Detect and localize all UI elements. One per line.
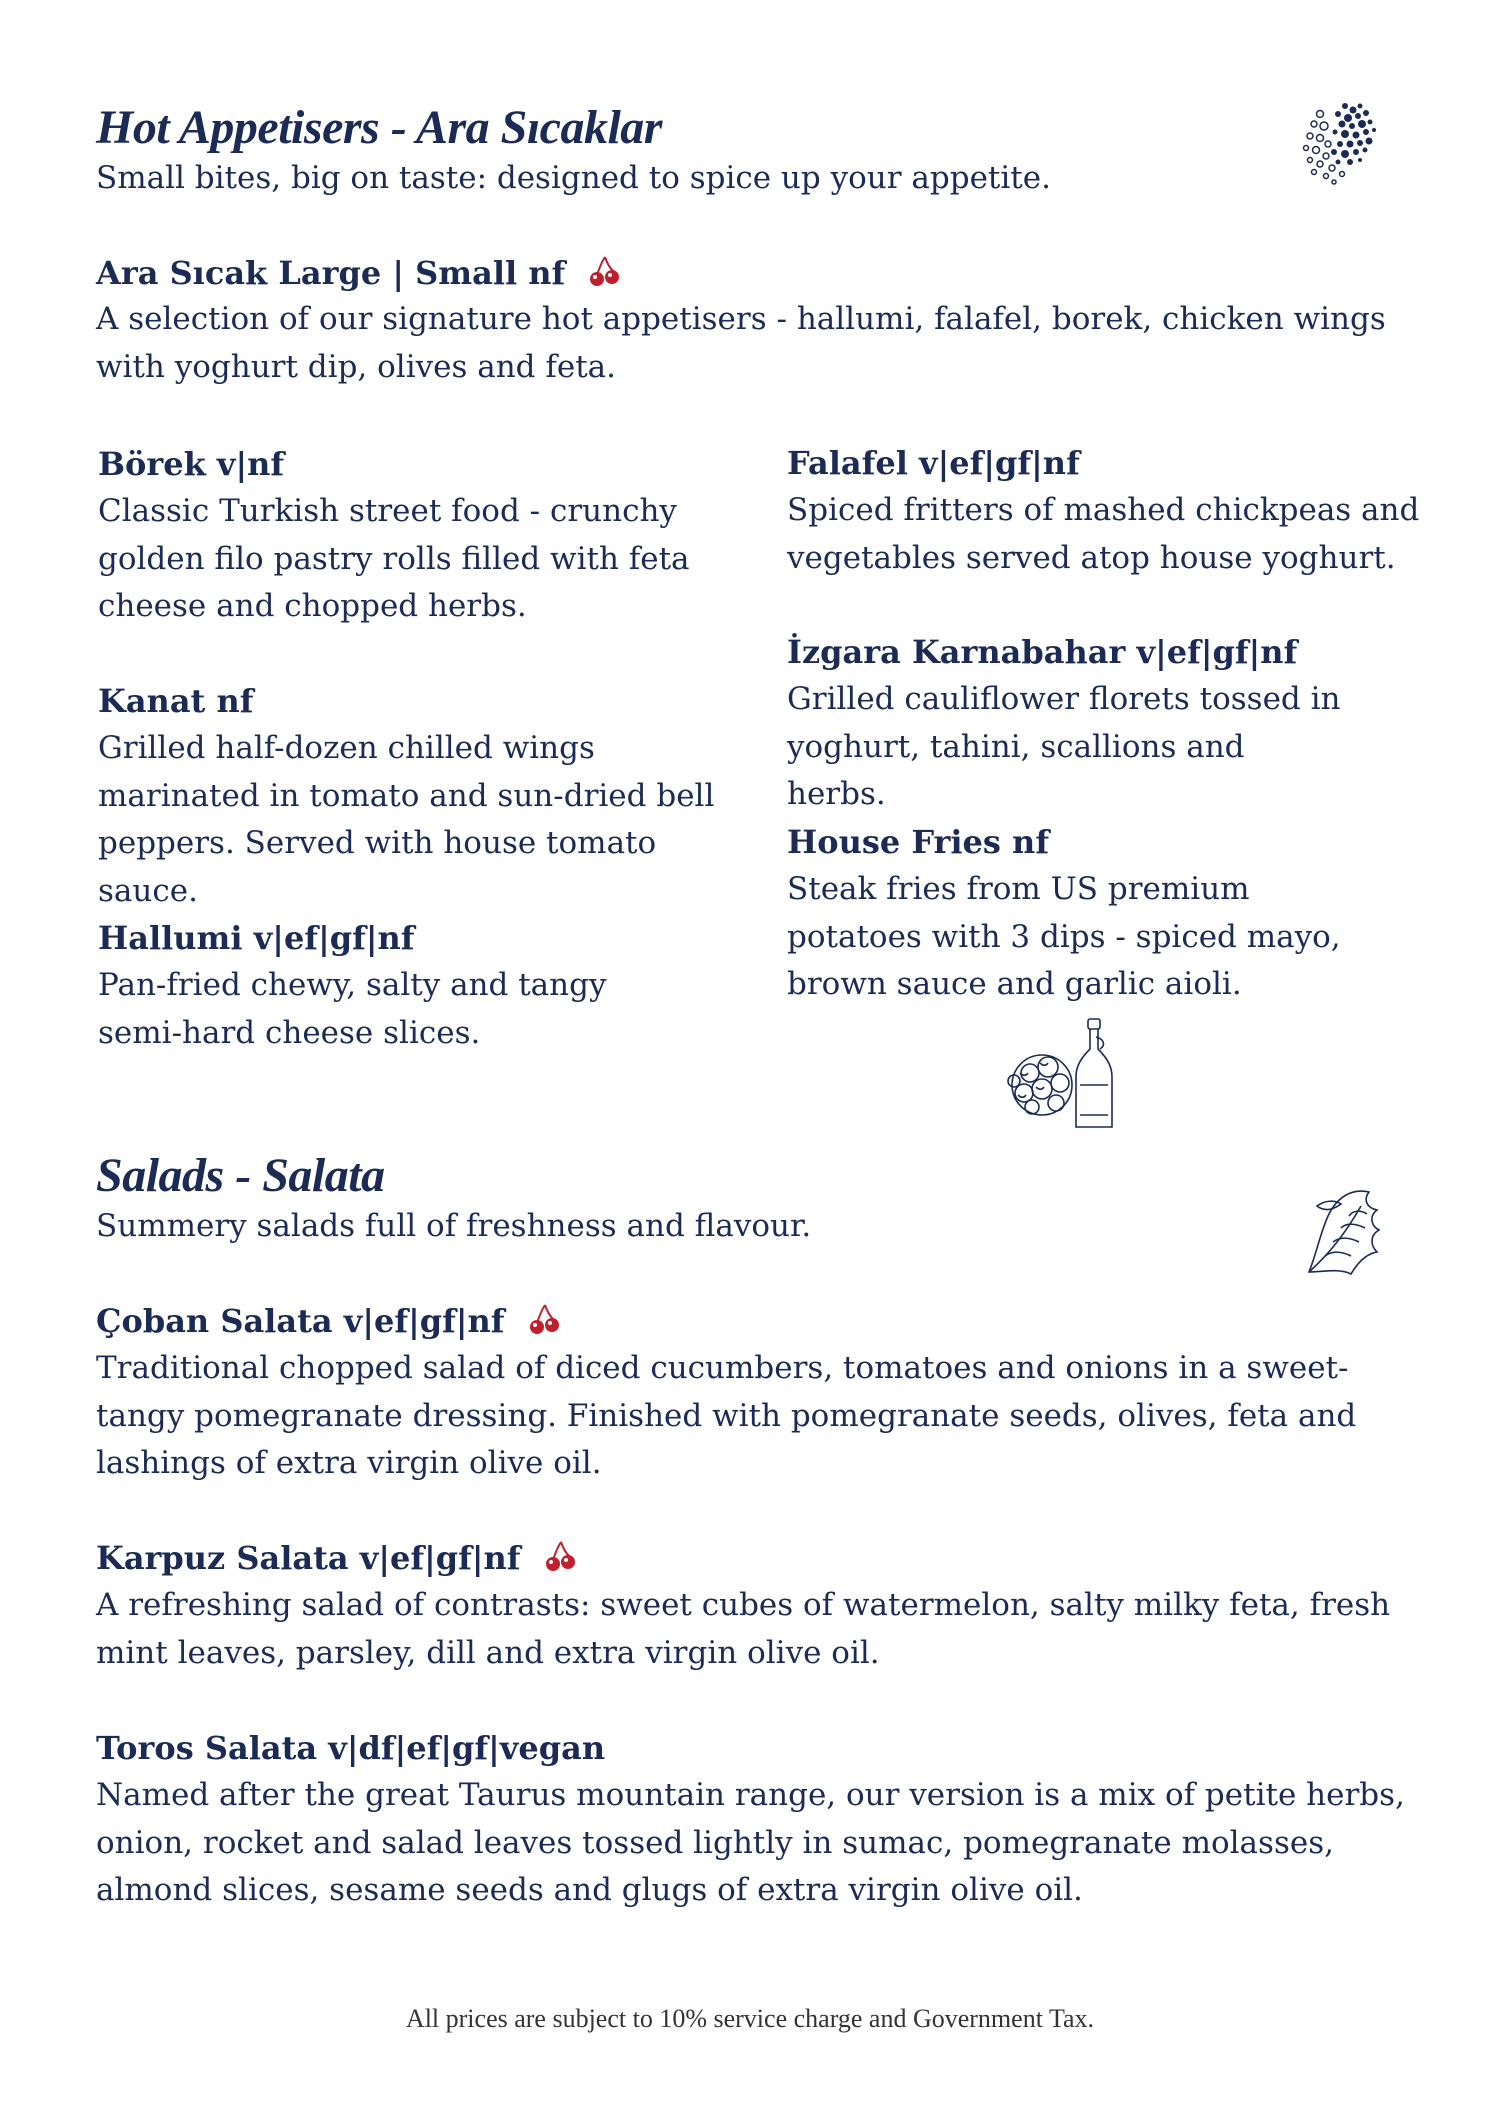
cherry-icon	[585, 253, 625, 293]
item-kanat-name: Kanat nf	[98, 682, 254, 720]
salads-intro: Summery salads full of freshness and flavour.	[96, 1208, 812, 1244]
dots-cluster-icon	[1290, 94, 1390, 194]
cherry-icon	[525, 1301, 565, 1341]
item-coban-label: Çoban Salata v|ef|gf|nf	[96, 1302, 505, 1340]
item-izgara-name: İzgara Karnabahar v|ef|gf|nf	[787, 633, 1298, 671]
item-coban-name	[96, 1298, 1436, 1344]
item-toros-name: Toros Salata v|df|ef|gf|vegan	[96, 1729, 606, 1767]
item-hallumi-name: Hallumi v|ef|gf|nf	[98, 919, 415, 957]
item-fries-name: House Fries nf	[787, 823, 1050, 861]
item-falafel-name: Falafel v|ef|gf|nf	[787, 444, 1080, 482]
bottle-cauliflower-icon	[1000, 1015, 1125, 1135]
salads-title: Salads - Salata	[96, 1149, 385, 1202]
item-coban-desc: Traditional chopped salad of diced cucumbers, tomatoes and onions in a sweet-tangy pomegranate dressing. Finished with pomegranate seeds, olives, feta and lashings of extra virgin olive oil.	[96, 1350, 1357, 1481]
item-ara-sicak-name	[96, 250, 1436, 296]
item-izgara-desc: Grilled cauliflower florets tossed in yoghurt, tahini, scallions and herbs.	[787, 681, 1341, 812]
hot-appetisers-intro: Small bites, big on taste: designed to spice up your appetite.	[96, 160, 1051, 196]
item-toros-desc: Named after the great Taurus mountain range, our version is a mix of petite herbs, onion, rocket and salad leaves tossed lightly in sumac, pomegranate molasses, almond slices, sesame seeds and glugs of extra virgin olive oil.	[96, 1777, 1405, 1908]
item-borek-name: Börek v|nf	[98, 445, 285, 483]
item-falafel-desc: Spiced fritters of mashed chickpeas and vegetables served atop house yoghurt.	[787, 492, 1420, 576]
item-borek-desc: Classic Turkish street food - crunchy golden filo pastry rolls filled with feta cheese and chopped herbs.	[98, 493, 690, 624]
item-ara-sicak-label: Ara Sıcak Large | Small nf	[96, 254, 566, 292]
item-karpuz-desc: A refreshing salad of contrasts: sweet cubes of watermelon, salty milky feta, fresh mint leaves, parsley, dill and extra virgin olive oil.	[96, 1587, 1391, 1671]
leaf-icon	[1295, 1180, 1385, 1280]
hot-appetisers-title: Hot Appetisers - Ara Sıcaklar	[96, 101, 662, 154]
footer-note: All prices are subject to 10% service charge and Government Tax.	[405, 2004, 1095, 2033]
item-hallumi-desc: Pan-fried chewy, salty and tangy semi-hard cheese slices.	[98, 967, 607, 1051]
item-ara-sicak-desc: A selection of our signature hot appetisers - hallumi, falafel, borek, chicken wings with yoghurt dip, olives and feta.	[96, 301, 1386, 385]
item-fries-desc: Steak fries from US premium potatoes with 3 dips - spiced mayo, brown sauce and garlic aioli.	[787, 871, 1341, 1002]
item-karpuz-name	[96, 1535, 1436, 1581]
item-karpuz-label: Karpuz Salata v|ef|gf|nf	[96, 1539, 521, 1577]
cherry-icon	[541, 1538, 581, 1578]
item-kanat-desc: Grilled half-dozen chilled wings marinated in tomato and sun-dried bell peppers. Served with house tomato sauce.	[98, 730, 715, 909]
